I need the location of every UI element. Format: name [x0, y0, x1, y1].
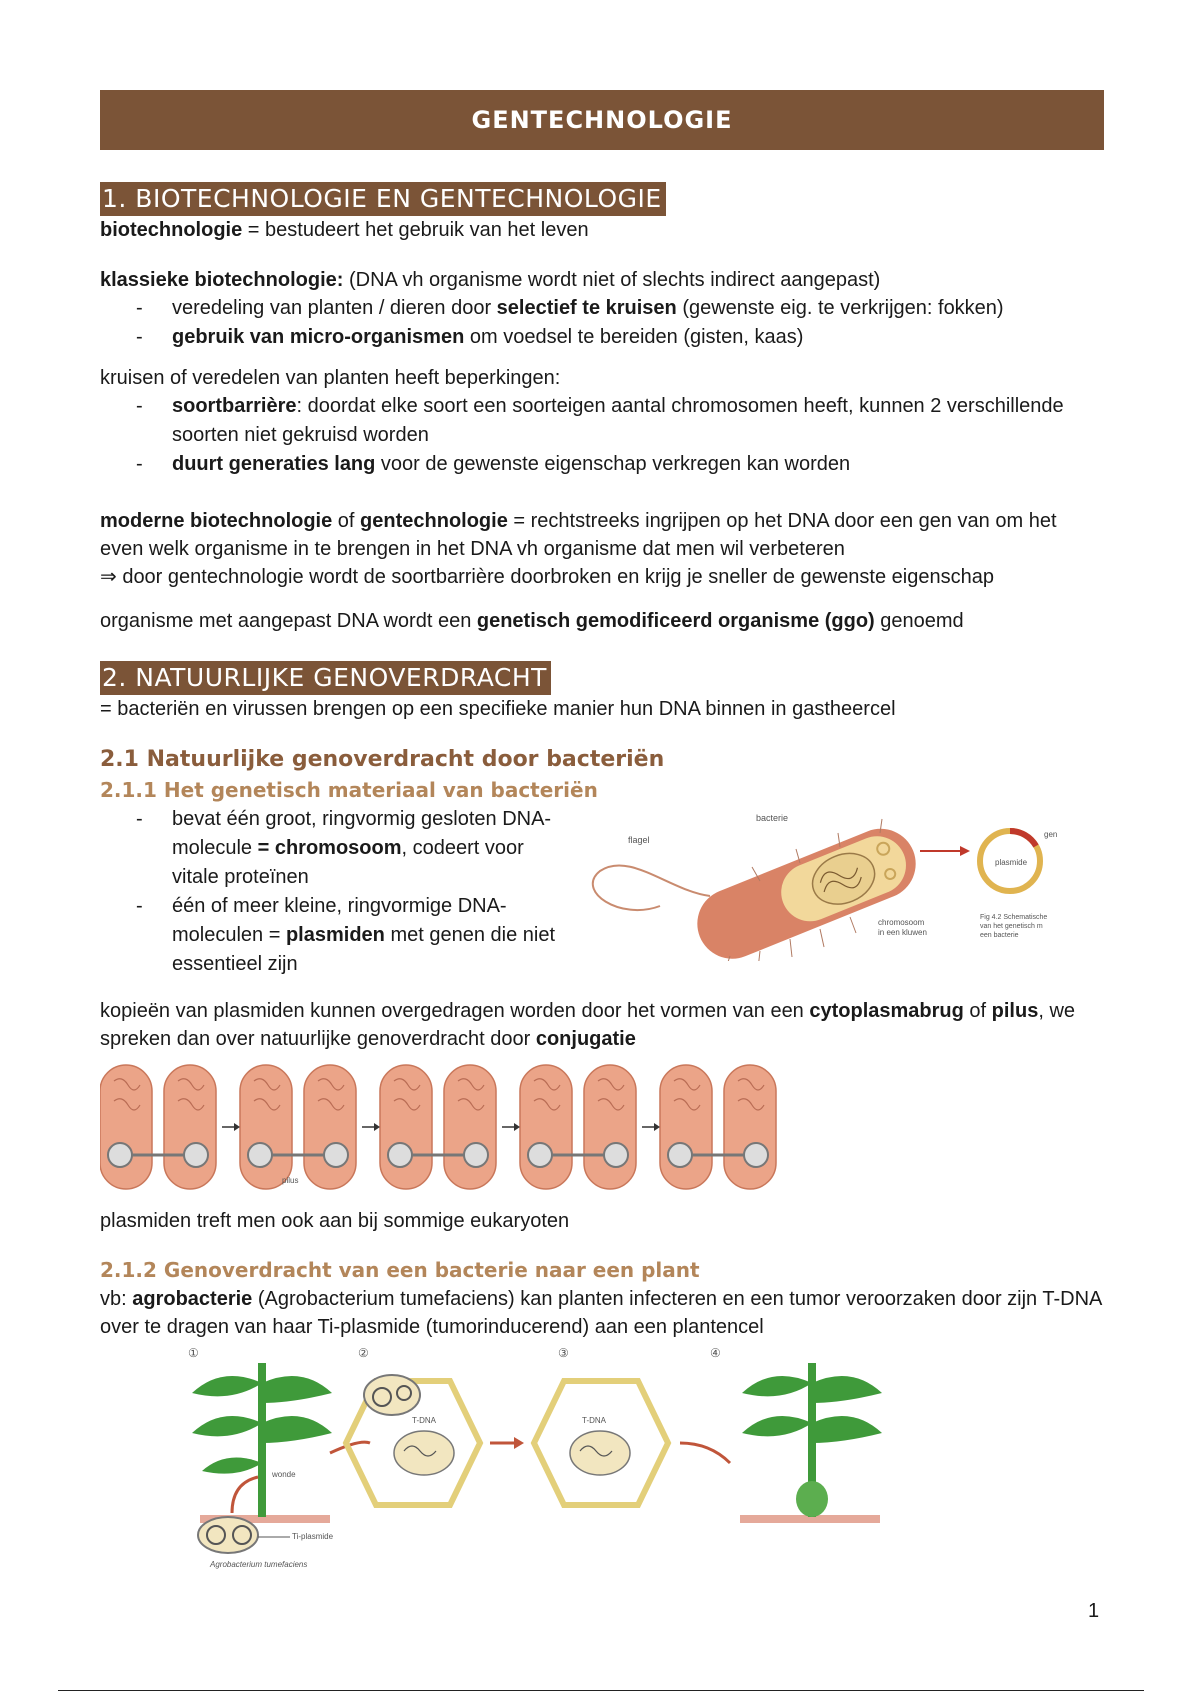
gentech-arrow: ⇒ door gentechnologie wordt de soortbarrière doorbroken en krijg je sneller de gewenste eigenschap: [100, 566, 994, 588]
section-2-intro: = bacteriën en virussen brengen op een specifieke manier hun DNA binnen in gastheercel: [100, 698, 896, 720]
list-item: - duurt generaties lang voor de gewenste eigenschap verkregen kan worden: [136, 450, 1104, 479]
step-3-label: ③: [558, 1346, 569, 1360]
ti-plasmide-label: Ti-plasmide: [292, 1532, 334, 1541]
section-2-heading: 2. NATUURLIJKE GENOVERDRACHT: [100, 661, 551, 695]
document-page: [100, 90, 1104, 1589]
list-item: - veredeling van planten / dieren door selectief te kruisen (gewenste eig. te verkrijgen: fokken): [136, 294, 1104, 323]
genetisch-materiaal-list: [100, 805, 556, 979]
list-item: - soortbarrière: doordat elke soort een soorteigen aantal chromosomen heeft, kunnen 2 verschillende soorten niet gekruisd worden: [136, 392, 1104, 450]
plasmide-label: plasmide: [995, 858, 1028, 867]
step-4-label: ④: [710, 1346, 721, 1360]
conjugatie-text: kopieën van plasmiden kunnen overgedragen worden door het vormen van een cytoplasmabrug of pilus, we spreken dan over natuurlijke genoverdracht door conjugatie: [100, 1000, 1076, 1050]
figure-caption: Fig 4.2 Schematische: [980, 914, 1048, 921]
bacterium-figure: [560, 811, 1060, 961]
pilus-label: pilus: [282, 1176, 299, 1185]
ggo-definition: organisme met aangepast DNA wordt een genetisch gemodificeerd organisme (ggo) genoemd: [100, 610, 964, 632]
page-title: GENTECHNOLOGIE: [100, 90, 1104, 150]
moderne-biotech: moderne biotechnologie of gentechnologie = rechtstreeks ingrijpen op het DNA door een gen van om het even welk organisme in te brengen in het DNA vh organisme dat men wil verbeteren: [100, 510, 1057, 560]
page-number: 1: [1088, 1600, 1100, 1622]
chromosoom-label: chromosoom: [878, 918, 925, 927]
step-1-label: ①: [188, 1346, 199, 1360]
footer-divider: [58, 1690, 1144, 1691]
beperkingen-list: [100, 392, 1104, 479]
agrobacterie-text: vb: agrobacterie (Agrobacterium tumefaciens) kan planten infecteren en een tumor veroorzaken door zijn T-DNA over te dragen van haar Ti-plasmide (tumorinducerend) aan een plantencel: [100, 1288, 1102, 1338]
subheading-2-1-2: 2.1.2 Genoverdracht van een bacterie naar een plant: [100, 1258, 700, 1282]
list-item: - gebruik van micro-organismen om voedsel te bereiden (gisten, kaas): [136, 323, 1104, 352]
t-dna-label-1: T-DNA: [412, 1416, 436, 1425]
conjugation-figure: [100, 1061, 780, 1201]
step-2-label: ②: [358, 1346, 369, 1360]
list-item: - één of meer kleine, ringvormige DNA-moleculen = plasmiden met genen die niet essentieel zijn: [136, 892, 556, 979]
biotech-definition: biotechnologie = bestudeert het gebruik van het leven: [100, 219, 589, 241]
section-1-heading: 1. BIOTECHNOLOGIE EN GENTECHNOLOGIE: [100, 182, 666, 216]
klassiek-intro: klassieke biotechnologie: (DNA vh organisme wordt niet of slechts indirect aangepast): [100, 269, 881, 291]
beperkingen-intro: kruisen of veredelen van planten heeft beperkingen:: [100, 367, 561, 389]
kluwen-label: in een kluwen: [878, 928, 927, 937]
subheading-2-1: 2.1 Natuurlijke genoverdracht door bacteriën: [100, 747, 665, 772]
agrobacterium-figure: [180, 1343, 940, 1583]
list-item: - bevat één groot, ringvormig gesloten DNA-molecule = chromosoom, codeert voor vitale proteïnen: [136, 805, 556, 892]
klassiek-list: [100, 294, 1104, 352]
t-dna-label-2: T-DNA: [582, 1416, 606, 1425]
svg-text:een bacterie: een bacterie: [980, 932, 1019, 939]
svg-text:van het genetisch m: van het genetisch m: [980, 923, 1043, 930]
wonde-label: wonde: [272, 1470, 296, 1479]
bacterie-label: bacterie: [756, 813, 789, 823]
eukaryoten-text: plasmiden treft men ook aan bij sommige eukaryoten: [100, 1210, 570, 1232]
gen-label: gen: [1044, 830, 1058, 839]
agrobacterium-label: Agrobacterium tumefaciens: [210, 1560, 308, 1569]
flagel-label: flagel: [628, 835, 650, 845]
subheading-2-1-1: 2.1.1 Het genetisch materiaal van bacteriën: [100, 778, 598, 802]
